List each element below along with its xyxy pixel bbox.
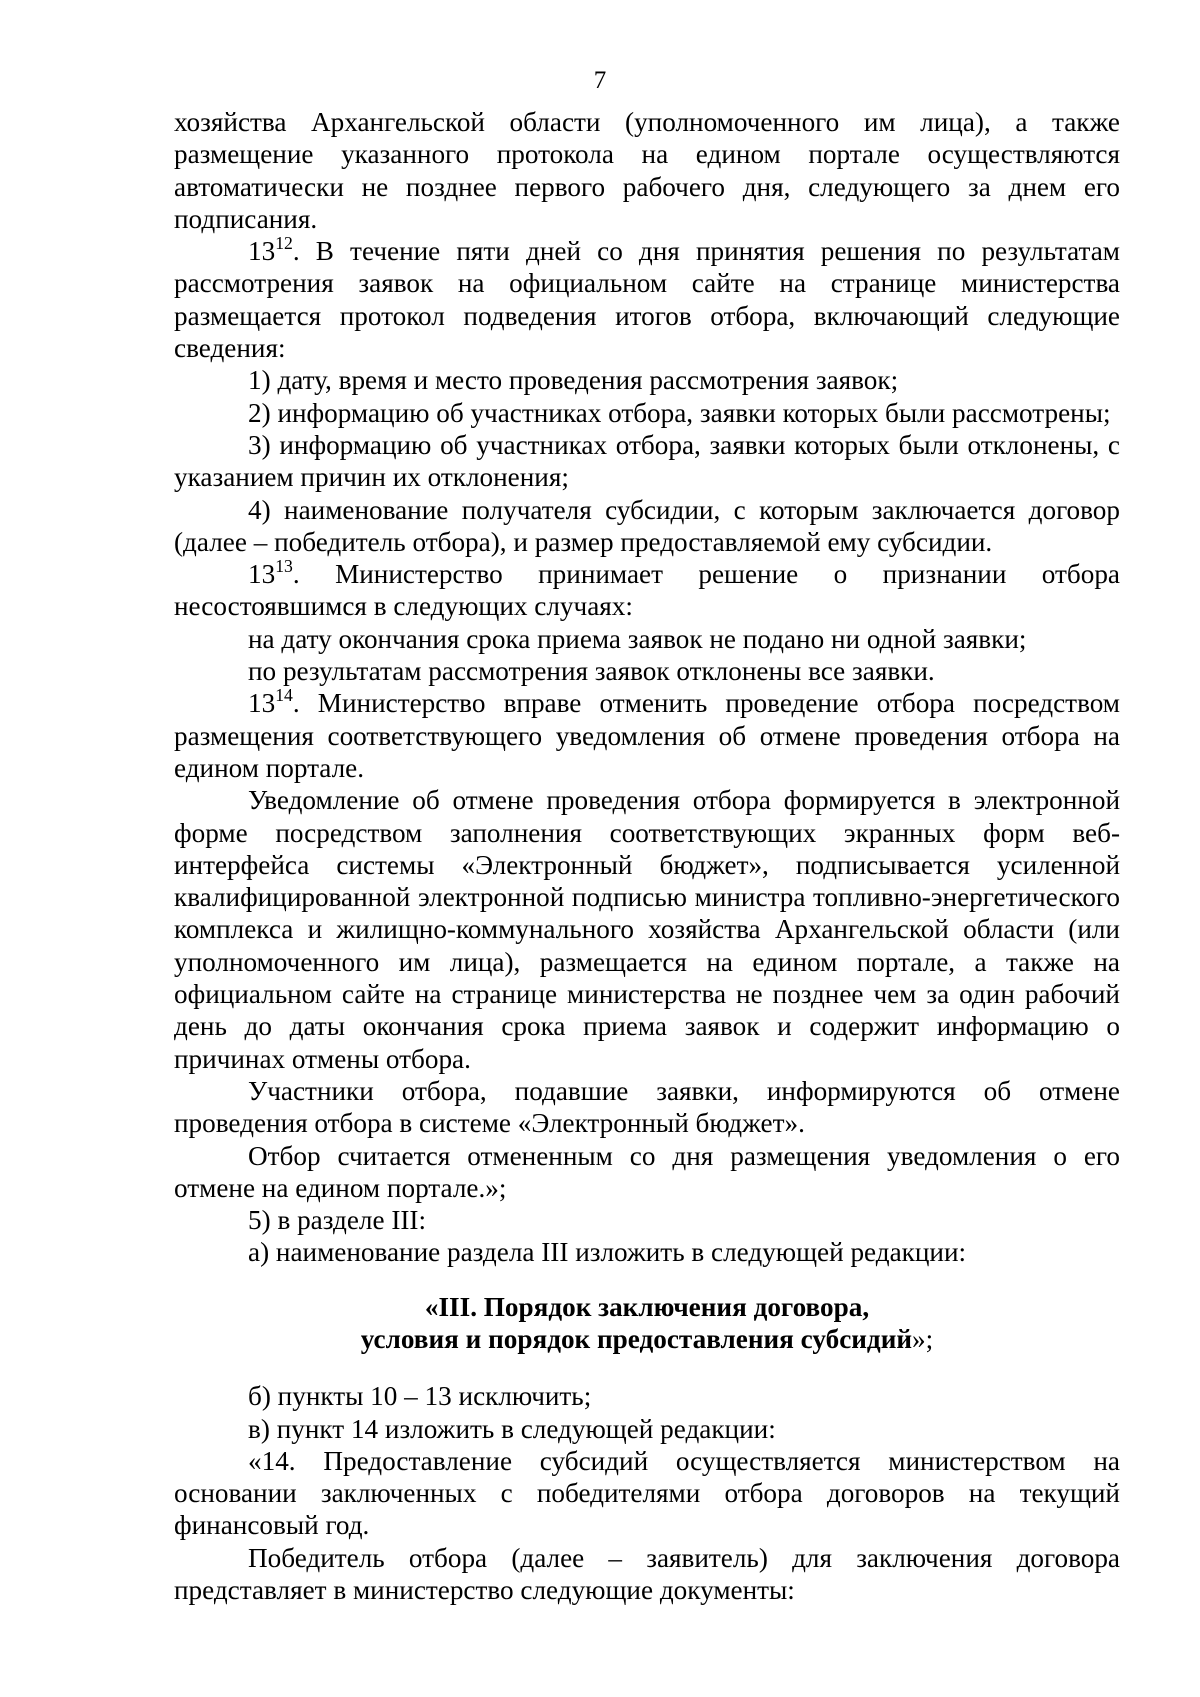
clause-number: 13: [248, 688, 276, 719]
clause-text: . Министерство вправе отменить проведение отбора посредством размещения соответствующего уведомления об отмене проведения отбора на едином портале.: [174, 688, 1120, 783]
clause-superscript: 12: [275, 233, 293, 254]
paragraph-continuation: хозяйства Архангельской области (уполномоченного им лица), а также размещение указанного протокола на едином портале осуществляются автоматически не позднее первого рабочего дня, следующего за днем его подписания.: [174, 107, 1120, 234]
list-item-1: 1) дату, время и место проведения рассмотрения заявок;: [248, 365, 899, 396]
paragraph-point-14-text: «14. Предоставление субсидий осуществляется министерством на основании заключенных с победителями отбора договоров на текущий финансовый год.: [174, 1445, 1120, 1541]
heading-line-2-text: условия и порядок предоставления субсидий: [360, 1323, 913, 1354]
paragraph-point-14: в) пункт 14 изложить в следующей редакции:: [248, 1413, 776, 1444]
paragraph-13-13: [174, 558, 1120, 623]
paragraph-13-12: [174, 235, 1120, 364]
page-number: 7: [593, 67, 607, 94]
case-item-1: на дату окончания срока приема заявок не подано ни одной заявки;: [248, 623, 1027, 654]
paragraph-cancellation-notice: Уведомление об отмене проведения отбора формируется в электронной форме посредством заполнения соответствующих экранных форм веб-интерфейса системы «Электронный бюджет», подписывается усиленной квалифицированной электронной подписью министра топливно-энергетического комплекса и жилищно-коммунального хозяйства Архангельской области (или уполномоченного им лица), размещается на едином портале, а также на официальном сайте на странице министерства не позднее чем за один рабочий день до даты окончания срока приема заявок и содержит информацию о причинах отмены отбора.: [174, 785, 1120, 1074]
case-item-2: по результатам рассмотрения заявок отклонены все заявки.: [248, 656, 935, 687]
clause-text: . Министерство принимает решение о признании отбора несостоявшимся в следующих случаях:: [174, 559, 1120, 622]
paragraph-winner-documents: Победитель отбора (далее – заявитель) для заключения договора представляет в министерство следующие документы:: [174, 1542, 1120, 1606]
paragraph-section-title-change: а) наименование раздела III изложить в следующей редакции:: [248, 1237, 967, 1268]
paragraph-13-14: [174, 687, 1120, 784]
paragraph-selection-cancelled: Отбор считается отмененным со дня размещения уведомления о его отмене на едином портале.»;: [174, 1140, 1120, 1203]
list-item-2: 2) информацию об участниках отбора, заявки которых были рассмотрены;: [248, 397, 1111, 428]
clause-text: . В течение пяти дней со дня принятия решения по результатам рассмотрения заявок на официальном сайте на странице министерства размещается протокол подведения итогов отбора, включающий следующие сведения:: [174, 236, 1120, 364]
paragraph-section-iii: 5) в разделе III:: [248, 1205, 427, 1236]
heading-line-1: «III. Порядок заключения договора,: [424, 1291, 870, 1322]
list-item-3: 3) информацию об участниках отбора, заявки которых были отклонены, с указанием причин их отклонения;: [174, 429, 1120, 493]
list-item-4: 4) наименование получателя субсидии, с которым заключается договор (далее – победитель отбора), и размер предоставляемой ему субсидии.: [174, 494, 1120, 557]
clause-superscript: 13: [275, 556, 293, 577]
paragraph-participants-informed: Участники отбора, подавшие заявки, информируются об отмене проведения отбора в системе «Электронный бюджет».: [174, 1075, 1120, 1139]
paragraph-exclude-points: б) пункты 10 – 13 исключить;: [248, 1381, 592, 1412]
document-body: [174, 106, 1120, 1606]
clause-number: 13: [248, 559, 276, 590]
heading-line-2: [174, 1323, 1120, 1355]
clause-number: 13: [248, 236, 276, 267]
section-heading: [174, 1291, 1120, 1356]
heading-tail: »;: [912, 1323, 934, 1354]
clause-superscript: 14: [275, 685, 293, 706]
